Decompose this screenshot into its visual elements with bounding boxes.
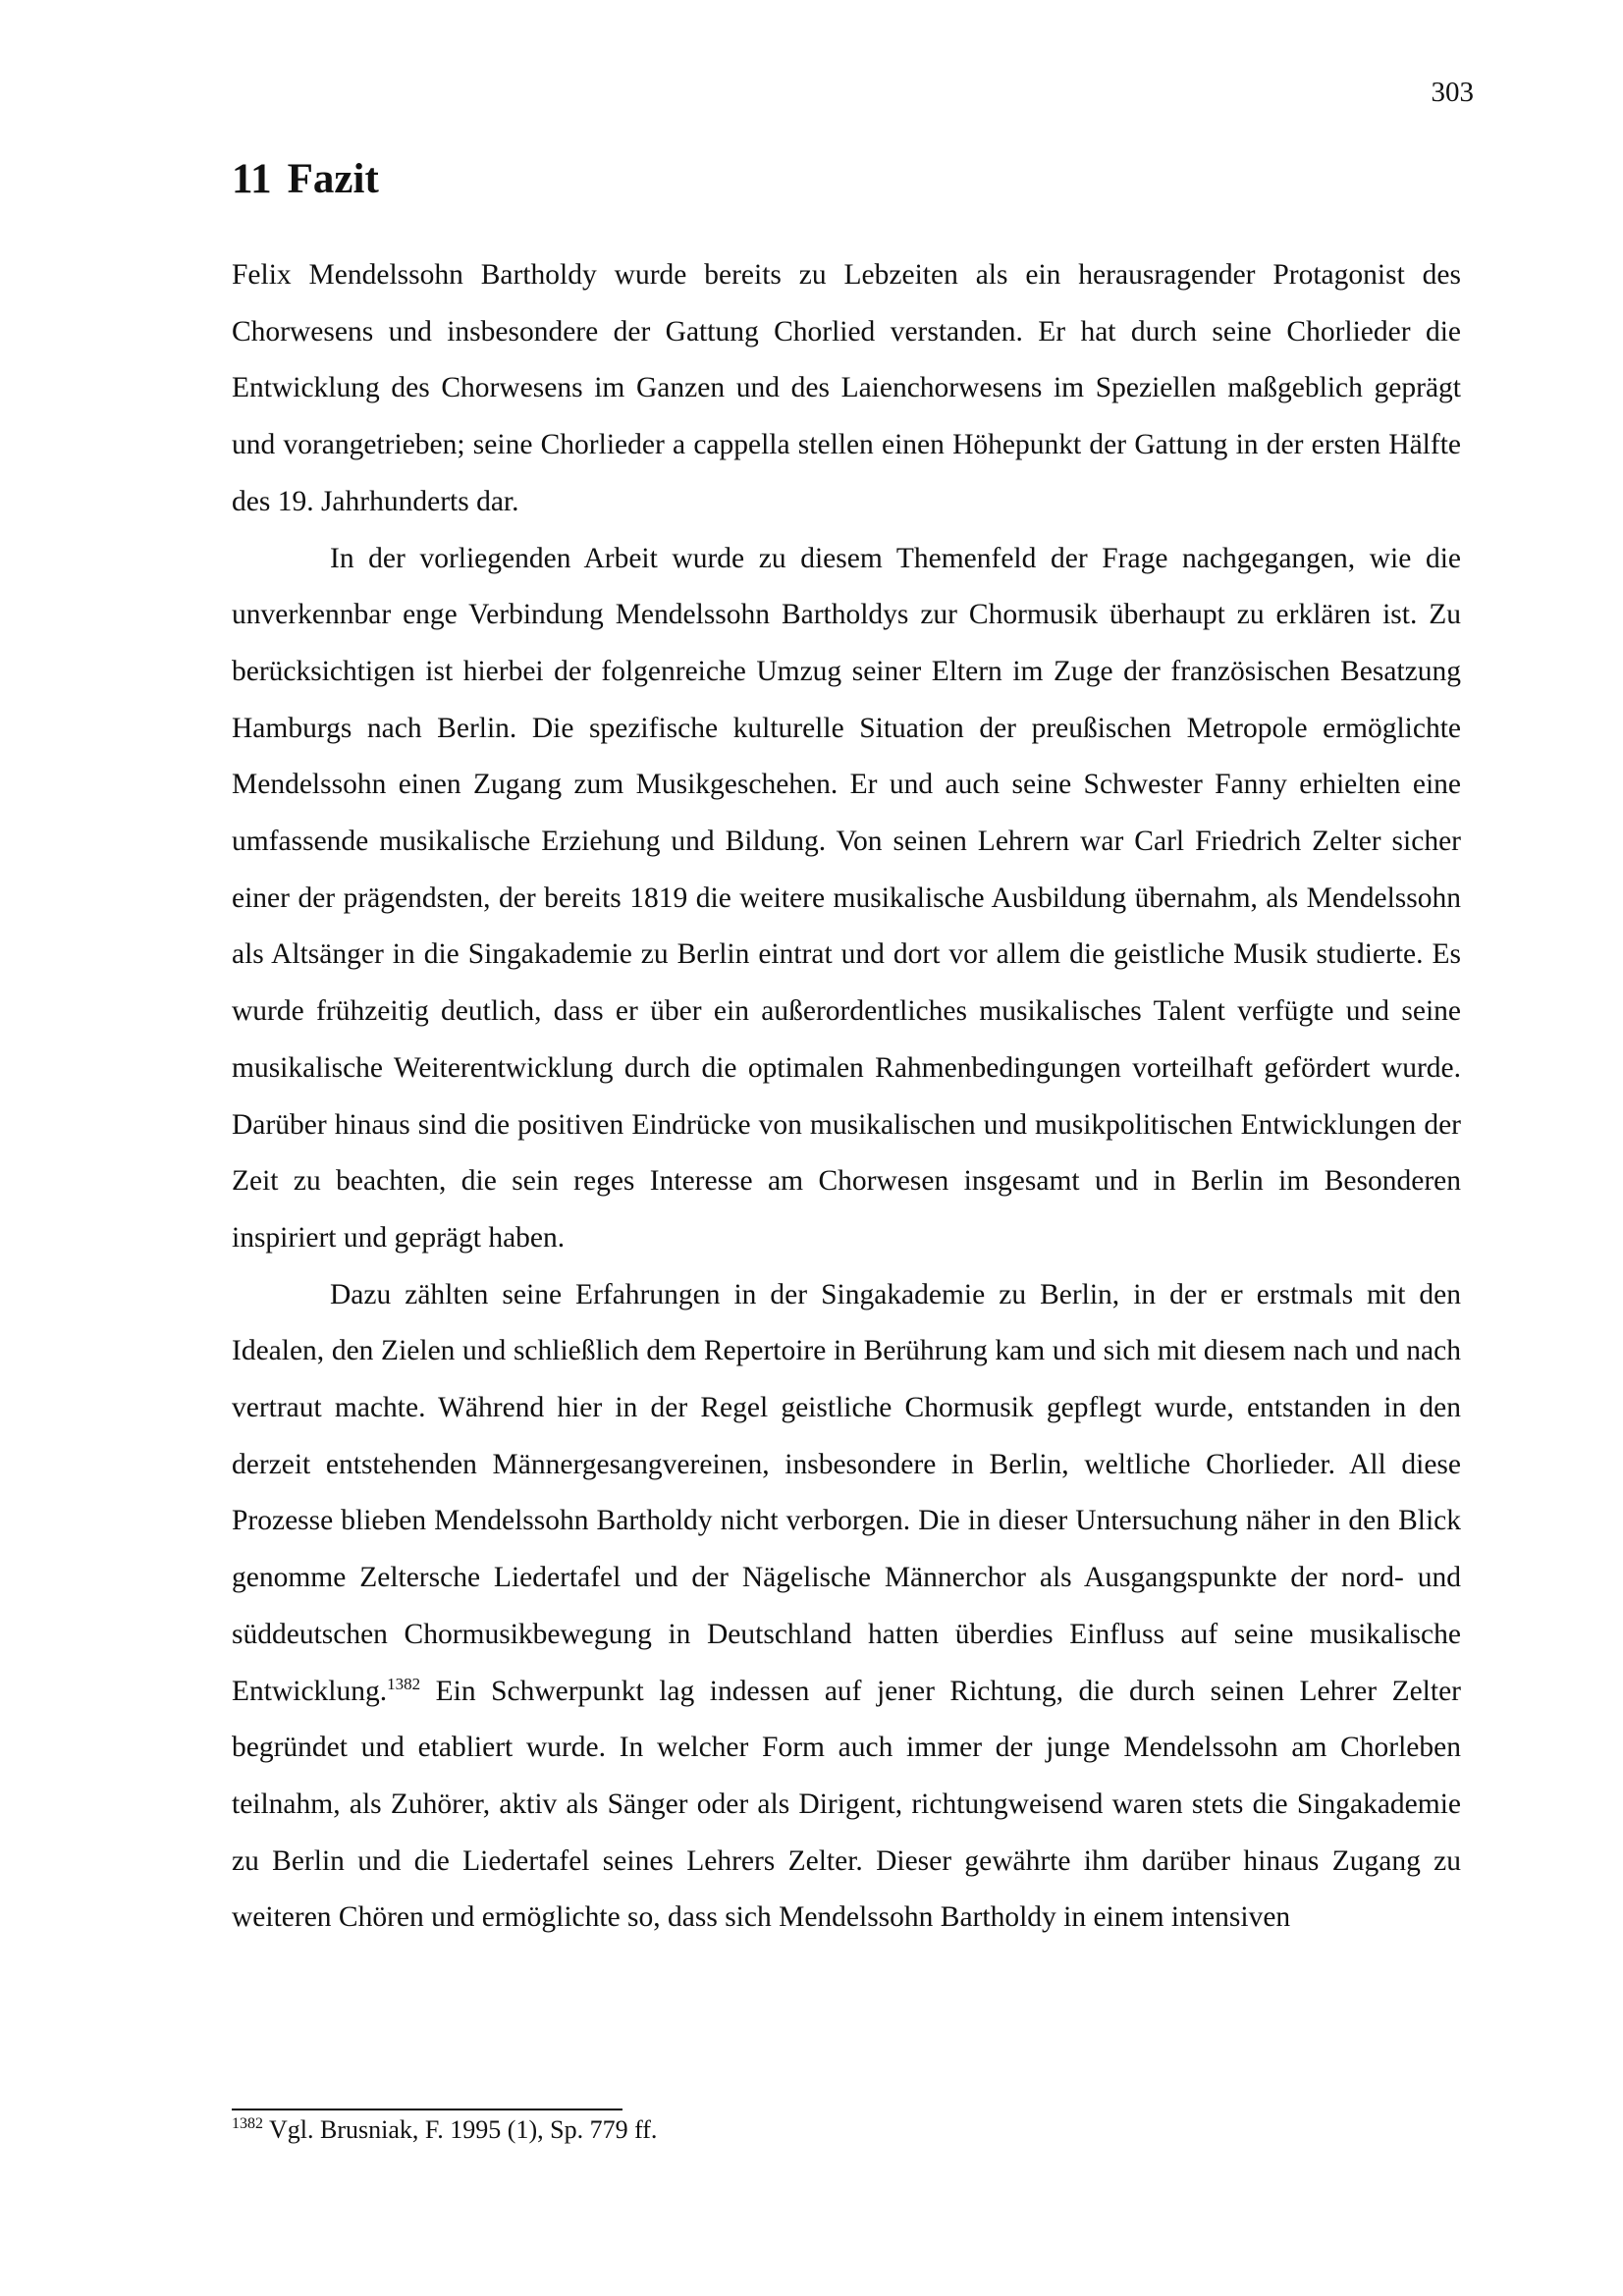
paragraph-text: In der vorliegenden Arbeit wurde zu diesem Themenfeld der Frage nachgegangen, wie die unverkennbar enge Verbindung Mendelssohn Bartholdys zur Chormusik überhaupt zu erklären ist. Zu berücksichtigen ist hierbei der folgenreiche Umzug seiner Eltern im Zuge der französischen Besatzung Hamburgs nach Berlin. Die spezifische kulturelle Situation der preußischen Metropole ermöglichte Mendelssohn einen Zugang zum Musikgeschehen. Er und auch seine Schwester Fanny erhielten eine umfassende musikalische Erziehung und Bildung. Von seinen Lehrern war Carl Friedrich Zelter sicher einer der prägendsten, der bereits 1819 die weitere musikalische Ausbildung übernahm, als Mendelssohn als Altsänger in die Singakademie zu Berlin eintrat und dort vor allem die geistliche Musik studierte. Es wurde frühzeitig deutlich, dass er über ein außerordentliches musikalisches Talent verfügte und seine musikalische Weiterentwicklung durch die optimalen Rahmenbedingungen vorteilhaft gefördert wurde. Darüber hinaus sind die positiven Eindrücke von musikalischen und musikpolitischen Entwicklungen der Zeit zu beachten, die sein reges Interesse am Chorwesen insgesamt und in Berlin im Besonderen inspiriert und geprägt haben. bbox=[232, 542, 1461, 1254]
page-number: 303 bbox=[1431, 77, 1474, 108]
chapter-title-text: Fazit bbox=[287, 156, 379, 202]
body-text bbox=[232, 247, 1461, 1947]
paragraph-text: Ein Schwerpunkt lag indessen auf jener Richtung, die durch seinen Lehrer Zelter begründet und etabliert wurde. In welcher Form auch immer der junge Mendelssohn am Chorleben teilnahm, als Zuhörer, aktiv als Sänger oder als Dirigent, richtungweisend waren stets die Singakademie zu Berlin und die Liedertafel seines Lehrers Zelter. Dieser gewährte ihm darüber hinaus Zugang zu weiteren Chören und ermöglichte so, dass sich Mendelssohn Bartholdy in einem intensiven bbox=[232, 1675, 1461, 1934]
paragraph bbox=[232, 247, 1461, 531]
footnote-text: Vgl. Brusniak, F. 1995 (1), Sp. 779 ff. bbox=[269, 2115, 658, 2144]
paragraph bbox=[232, 531, 1461, 1267]
chapter-number: 11 bbox=[232, 156, 272, 202]
chapter-title bbox=[232, 155, 395, 203]
paragraph-text: Dazu zählten seine Erfahrungen in der Singakademie zu Berlin, in der er erstmals mit den Idealen, den Zielen und schließlich dem Repertoire in Berührung kam und sich mit diesem nach und nach vertraut machte. Während hier in der Regel geistliche Chormusik gepflegt wurde, entstanden in den derzeit entstehenden Männergesangvereinen, insbesondere in Berlin, weltliche Chorlieder. All diese Prozesse blieben Mendelssohn Bartholdy nicht verborgen. Die in dieser Untersuchung näher in den Blick genomme Zeltersche Liedertafel und der Nägelische Männerchor als Ausgangspunkte der nord- und süddeutschen Chormusikbewegung in Deutschland hatten überdies Einfluss auf seine musikalische Entwicklung. bbox=[232, 1278, 1461, 1707]
paragraph-text: Felix Mendelssohn Bartholdy wurde bereits zu Lebzeiten als ein herausragender Protagonist des Chorwesens und insbesondere der Gattung Chorlied verstanden. Er hat durch seine Chorlieder die Entwicklung des Chorwesens im Ganzen und des Laienchorwesens im Speziellen maßgeblich geprägt und vorangetrieben; seine Chorlieder a cappella stellen einen Höhepunkt der Gattung in der ersten Hälfte des 19. Jahrhunderts dar. bbox=[232, 259, 1461, 517]
footnote-number: 1382 bbox=[232, 2115, 263, 2132]
footnote-reference: 1382 bbox=[387, 1674, 421, 1693]
footnote-separator bbox=[232, 2109, 622, 2110]
paragraph bbox=[232, 1267, 1461, 1947]
footnote bbox=[232, 2115, 657, 2145]
